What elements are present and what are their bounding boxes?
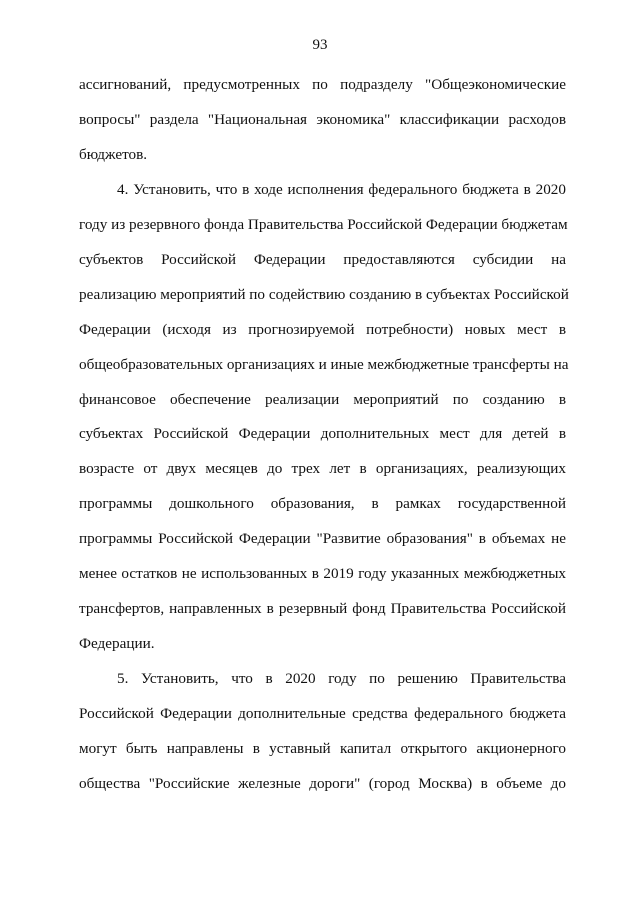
- text-line: году из резервного фонда Правительства Российской Федерации бюджетам: [79, 216, 568, 233]
- text-line: бюджетов.: [79, 146, 148, 163]
- paragraph-4-first-line: 4. Установить, что в ходе исполнения федерального бюджета в 2020: [117, 181, 566, 198]
- text-line: реализацию мероприятий по содействию созданию в субъектах Российской: [79, 286, 569, 303]
- text-line: программы дошкольного образования, в рамках государственной: [79, 495, 566, 512]
- page-number: 93: [312, 37, 328, 53]
- text-line: менее остатков не использованных в 2019 году указанных межбюджетных: [79, 565, 566, 582]
- text-line: Российской Федерации дополнительные средства федерального бюджета: [79, 705, 566, 722]
- text-line: возрасте от двух месяцев до трех лет в организациях, реализующих: [79, 460, 566, 477]
- paragraph-5-first-line: 5. Установить, что в 2020 году по решению Правительства: [117, 670, 566, 687]
- text-line: программы Российской Федерации "Развитие образования" в объемах не: [79, 530, 566, 547]
- text-line: Федерации.: [79, 635, 155, 652]
- text-line: могут быть направлены в уставный капитал открытого акционерного: [79, 740, 566, 757]
- text-line: общества "Российские железные дороги" (город Москва) в объеме до: [79, 775, 566, 792]
- text-line: субъектах Российской Федерации дополнительных мест для детей в: [79, 425, 566, 442]
- text-line: вопросы" раздела "Национальная экономика" классификации расходов: [79, 111, 566, 128]
- text-line: трансфертов, направленных в резервный фонд Правительства Российской: [79, 600, 566, 617]
- text-line: Федерации (исходя из прогнозируемой потребности) новых мест в: [79, 321, 566, 338]
- text-line: общеобразовательных организациях и иные межбюджетные трансферты на: [79, 356, 569, 373]
- text-line: ассигнований, предусмотренных по подразделу "Общеэкономические: [79, 76, 566, 93]
- text-line: финансовое обеспечение реализации мероприятий по созданию в: [79, 391, 566, 408]
- text-line: субъектов Российской Федерации предоставляются субсидии на: [79, 251, 566, 268]
